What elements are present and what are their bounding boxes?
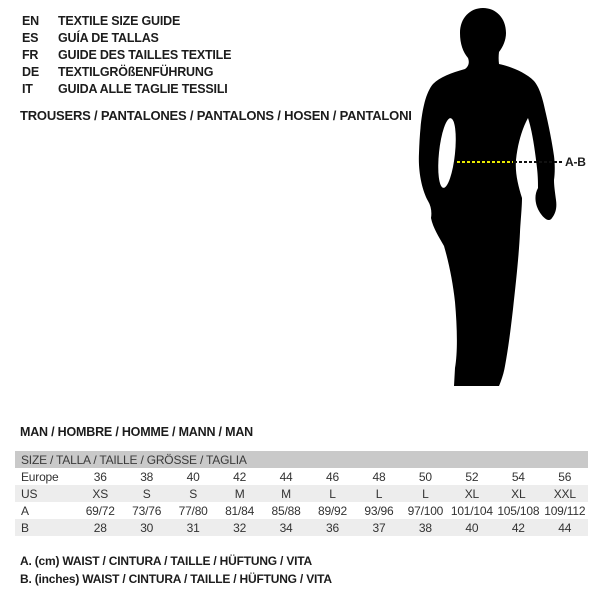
garment-title: TROUSERS / PANTALONES / PANTALONS / HOSEN / PANTALONI [20, 108, 412, 123]
language-list [22, 12, 231, 97]
size-cell: 40 [186, 469, 200, 484]
list-item [22, 29, 231, 46]
size-cell: 89/92 [317, 503, 347, 518]
size-cell: 40 [449, 519, 495, 536]
footnote-a: A. (cm) WAIST / CINTURA / TAILLE / HÜFTUNG / VITA [20, 554, 312, 568]
table-row-b-inches [15, 519, 588, 536]
size-cell: 30 [123, 519, 169, 536]
footnote-b: B. (inches) WAIST / CINTURA / TAILLE / HÜFTUNG / VITA [20, 572, 332, 586]
size-cell: L [309, 485, 355, 502]
lang-code: EN [22, 13, 39, 28]
lang-code: FR [22, 47, 39, 62]
size-cell: 48 [372, 469, 386, 484]
table-row-a-cm [15, 502, 588, 519]
size-cell: 36 [93, 469, 107, 484]
size-cell: 97/100 [407, 503, 444, 518]
size-cell: 37 [356, 519, 402, 536]
size-cell: 52 [465, 469, 479, 484]
size-cell: S [170, 485, 216, 502]
size-cell: 28 [77, 519, 123, 536]
row-label: Europe [21, 469, 59, 484]
size-cell: 36 [309, 519, 355, 536]
size-cell: 38 [402, 519, 448, 536]
size-cell: XL [449, 485, 495, 502]
row-label: A [21, 503, 29, 518]
section-title: MAN / HOMBRE / HOMME / MANN / MAN [20, 425, 253, 439]
row-label: US [15, 485, 77, 502]
measure-line-leader [514, 161, 563, 163]
list-item [22, 63, 231, 80]
measure-line-on-body [457, 161, 513, 163]
lang-label: GUIDE DES TAILLES TEXTILE [58, 47, 232, 62]
size-cell: S [123, 485, 169, 502]
table-row-europe [15, 468, 588, 485]
size-cell: 93/96 [364, 503, 394, 518]
lang-code: DE [22, 64, 39, 79]
size-cell: 46 [326, 469, 339, 484]
measure-label: A-B [565, 155, 586, 169]
size-cell: 32 [216, 519, 262, 536]
size-cell: 73/76 [132, 503, 162, 518]
list-item [22, 46, 231, 63]
size-cell: 69/72 [85, 503, 115, 518]
lang-label: TEXTILGRÖßENFÜHRUNG [58, 64, 214, 79]
man-silhouette-svg [398, 5, 568, 390]
silhouette-body [419, 8, 557, 386]
list-item [22, 12, 231, 29]
size-cell: 34 [263, 519, 309, 536]
size-cell: 38 [140, 469, 154, 484]
size-cell: 105/108 [497, 503, 540, 518]
size-cell: L [402, 485, 448, 502]
man-silhouette [398, 5, 568, 390]
size-cell: 81/84 [225, 503, 255, 518]
size-cell: L [356, 485, 402, 502]
size-cell: 85/88 [271, 503, 301, 518]
footnotes [20, 552, 332, 588]
size-cell: 109/112 [544, 503, 586, 518]
size-cell: 44 [279, 469, 293, 484]
size-cell: 44 [542, 519, 588, 536]
size-cell: 42 [495, 519, 541, 536]
size-cell: 50 [418, 469, 432, 484]
size-cell: 56 [558, 469, 572, 484]
table-row-us [15, 485, 588, 502]
lang-label: TEXTILE SIZE GUIDE [58, 13, 181, 28]
size-cell: 42 [233, 469, 247, 484]
size-cell: XS [77, 485, 123, 502]
row-label: B [15, 519, 77, 536]
size-cell: M [216, 485, 262, 502]
list-item [22, 80, 231, 97]
size-cell: 77/80 [178, 503, 208, 518]
size-cell: M [263, 485, 309, 502]
table-header-row [15, 451, 588, 468]
size-cell: XXL [542, 485, 588, 502]
size-table [15, 451, 588, 536]
size-cell: XL [495, 485, 541, 502]
lang-code: ES [22, 30, 39, 45]
size-cell: 101/104 [450, 503, 493, 518]
lang-label: GUIDA ALLE TAGLIE TESSILI [58, 81, 228, 96]
size-cell: 54 [511, 469, 525, 484]
lang-label: GUÍA DE TALLAS [58, 30, 159, 45]
lang-code: IT [22, 81, 33, 96]
size-cell: 31 [170, 519, 216, 536]
size-table-header: SIZE / TALLA / TAILLE / GRÖSSE / TAGLIA [15, 451, 588, 468]
